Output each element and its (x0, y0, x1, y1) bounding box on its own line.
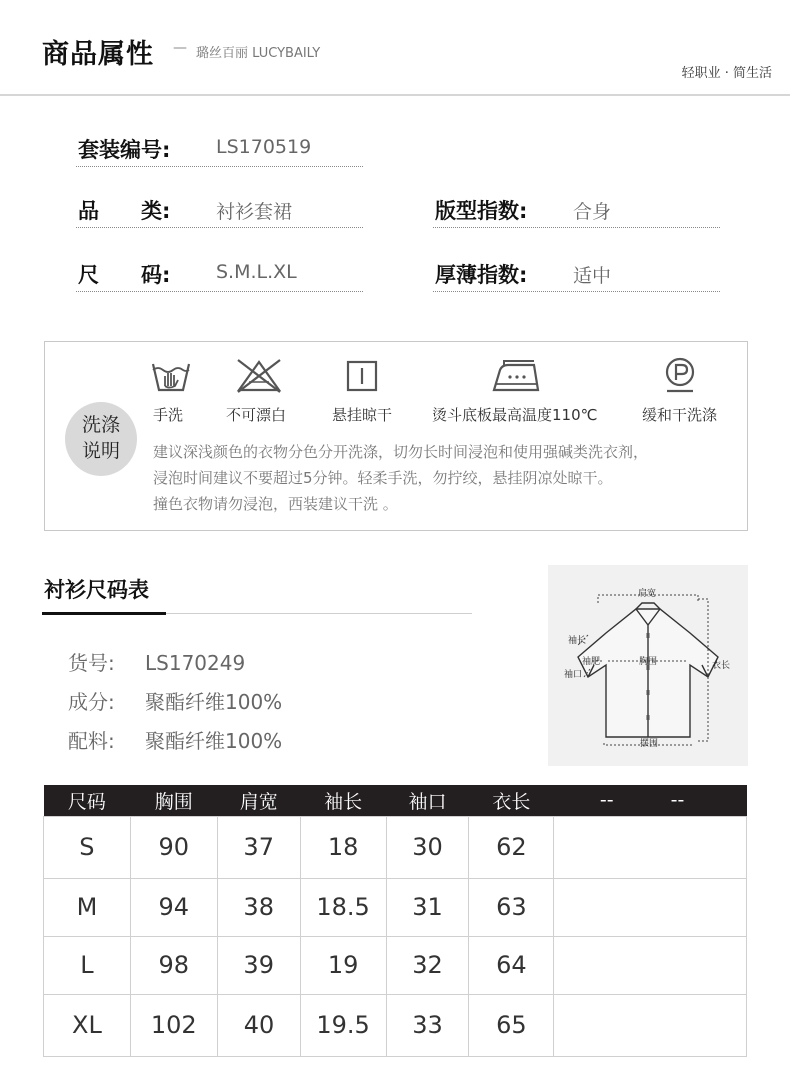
size-table (43, 785, 747, 1057)
dry-clean-p-icon (662, 356, 698, 396)
table-cell: 18 (300, 816, 386, 878)
attr-label: 套装编号: (78, 138, 171, 162)
table-cell: S (44, 816, 131, 878)
attr-label: 尺 码: (78, 263, 171, 287)
wash-badge (65, 402, 137, 476)
attr-value: 适中 (573, 265, 612, 287)
table-row (44, 994, 747, 1056)
table-cell (554, 816, 747, 878)
table-cell: 38 (217, 878, 300, 936)
wash-badge-line1: 洗涤 (81, 414, 120, 436)
table-cell: 98 (130, 936, 217, 994)
shirt-diagram-svg (548, 565, 748, 766)
table-row (44, 936, 747, 994)
wash-notes (153, 439, 648, 517)
wash-label-hand: 手洗 (153, 406, 184, 424)
attr-style-no (76, 131, 363, 167)
table-cell: 32 (386, 936, 469, 994)
table-cell: 33 (386, 994, 469, 1056)
table-header-row (44, 785, 747, 816)
title-dash: — (173, 40, 187, 56)
table-cell: 63 (469, 878, 554, 936)
spec-key: 成分: (68, 690, 115, 714)
attr-label: 版型指数: (435, 199, 528, 223)
spec-value: 聚酯纤维100% (145, 729, 283, 753)
page-header (0, 0, 790, 96)
shirt-measurement-diagram (548, 565, 748, 766)
spec-material (68, 686, 282, 715)
wash-note-line: 撞色衣物请勿浸泡，西装建议干洗 。 (153, 495, 398, 513)
wash-label-dryclean: 缓和干洗涤 (642, 406, 718, 424)
spec-lining (68, 725, 282, 754)
table-row (44, 816, 747, 878)
attr-value: LS170519 (216, 136, 312, 158)
wash-note-line: 建议深浅颜色的衣物分色分开洗涤，切勿长时间浸泡和使用强碱类洗衣剂， (153, 443, 649, 461)
wash-label-hang: 悬挂晾干 (332, 406, 393, 424)
wash-badge-line2: 说明 (81, 440, 120, 462)
table-header: 胸围 (130, 785, 217, 816)
iron-icon (490, 356, 542, 396)
table-cell: 65 (469, 994, 554, 1056)
table-header: 尺码 (44, 785, 131, 816)
table-cell: M (44, 878, 131, 936)
table-cell: 19 (300, 936, 386, 994)
brand-tagline: 轻职业 · 简生活 (681, 66, 772, 81)
table-cell: 90 (130, 816, 217, 878)
wash-label-iron: 烫斗底板最高温度110℃ (432, 406, 598, 424)
table-cell (554, 994, 747, 1056)
attr-fit (433, 192, 720, 228)
table-header: 肩宽 (217, 785, 300, 816)
diagram-label-chest: 胸围 (639, 657, 658, 667)
wash-instructions (44, 341, 748, 531)
diagram-label-shoulder: 肩宽 (638, 589, 657, 599)
table-header: 袖长 (300, 785, 386, 816)
spec-item-no (68, 647, 245, 676)
diagram-label-sleeve-length: 袖长 (568, 636, 587, 646)
attr-value: 衬衫套裙 (216, 201, 293, 223)
wash-label-bleach: 不可漂白 (226, 406, 287, 424)
table-header: 袖口 (386, 785, 469, 816)
table-cell (554, 878, 747, 936)
table-cell: 18.5 (300, 878, 386, 936)
spec-key: 配料: (68, 729, 115, 753)
size-chart-rule-accent (42, 612, 166, 615)
diagram-label-hem: 摆围 (640, 739, 659, 749)
spec-value: LS170249 (145, 651, 246, 675)
hand-wash-icon (149, 356, 193, 396)
table-header: -- (616, 785, 747, 816)
diagram-label-sleeve-width: 袖肥 (582, 657, 601, 667)
diagram-label-cuff: 袖口 (564, 670, 583, 680)
brand-name: 璐丝百丽 LUCYBAILY (196, 46, 321, 61)
table-cell: 30 (386, 816, 469, 878)
hang-dry-icon (345, 356, 379, 396)
diagram-label-length: 衣长 (712, 661, 731, 671)
size-chart-title: 衬衫尺码表 (44, 578, 149, 602)
page-title: 商品属性 (42, 39, 154, 70)
table-cell (554, 936, 747, 994)
table-cell: 62 (469, 816, 554, 878)
wash-note-line: 浸泡时间建议不要超过5分钟。轻柔手洗，勿拧绞，悬挂阴凉处晾干。 (153, 469, 613, 487)
attr-value: 合身 (573, 201, 612, 223)
table-cell: 94 (130, 878, 217, 936)
attr-label: 品 类: (78, 199, 171, 223)
table-cell: L (44, 936, 131, 994)
no-bleach-icon (235, 356, 283, 396)
attr-label: 厚薄指数: (435, 263, 528, 287)
table-cell: 102 (130, 994, 217, 1056)
attr-size (76, 256, 363, 292)
table-cell: 19.5 (300, 994, 386, 1056)
table-cell: 40 (217, 994, 300, 1056)
table-cell: XL (44, 994, 131, 1056)
table-header: -- (554, 785, 616, 816)
table-cell: 64 (469, 936, 554, 994)
table-cell: 39 (217, 936, 300, 994)
table-header: 衣长 (469, 785, 554, 816)
spec-value: 聚酯纤维100% (145, 690, 283, 714)
spec-key: 货号: (68, 651, 115, 675)
attr-category (76, 192, 363, 228)
attr-value: S.M.L.XL (216, 261, 297, 283)
table-row (44, 878, 747, 936)
table-cell: 31 (386, 878, 469, 936)
attr-thickness (433, 256, 720, 292)
table-cell: 37 (217, 816, 300, 878)
